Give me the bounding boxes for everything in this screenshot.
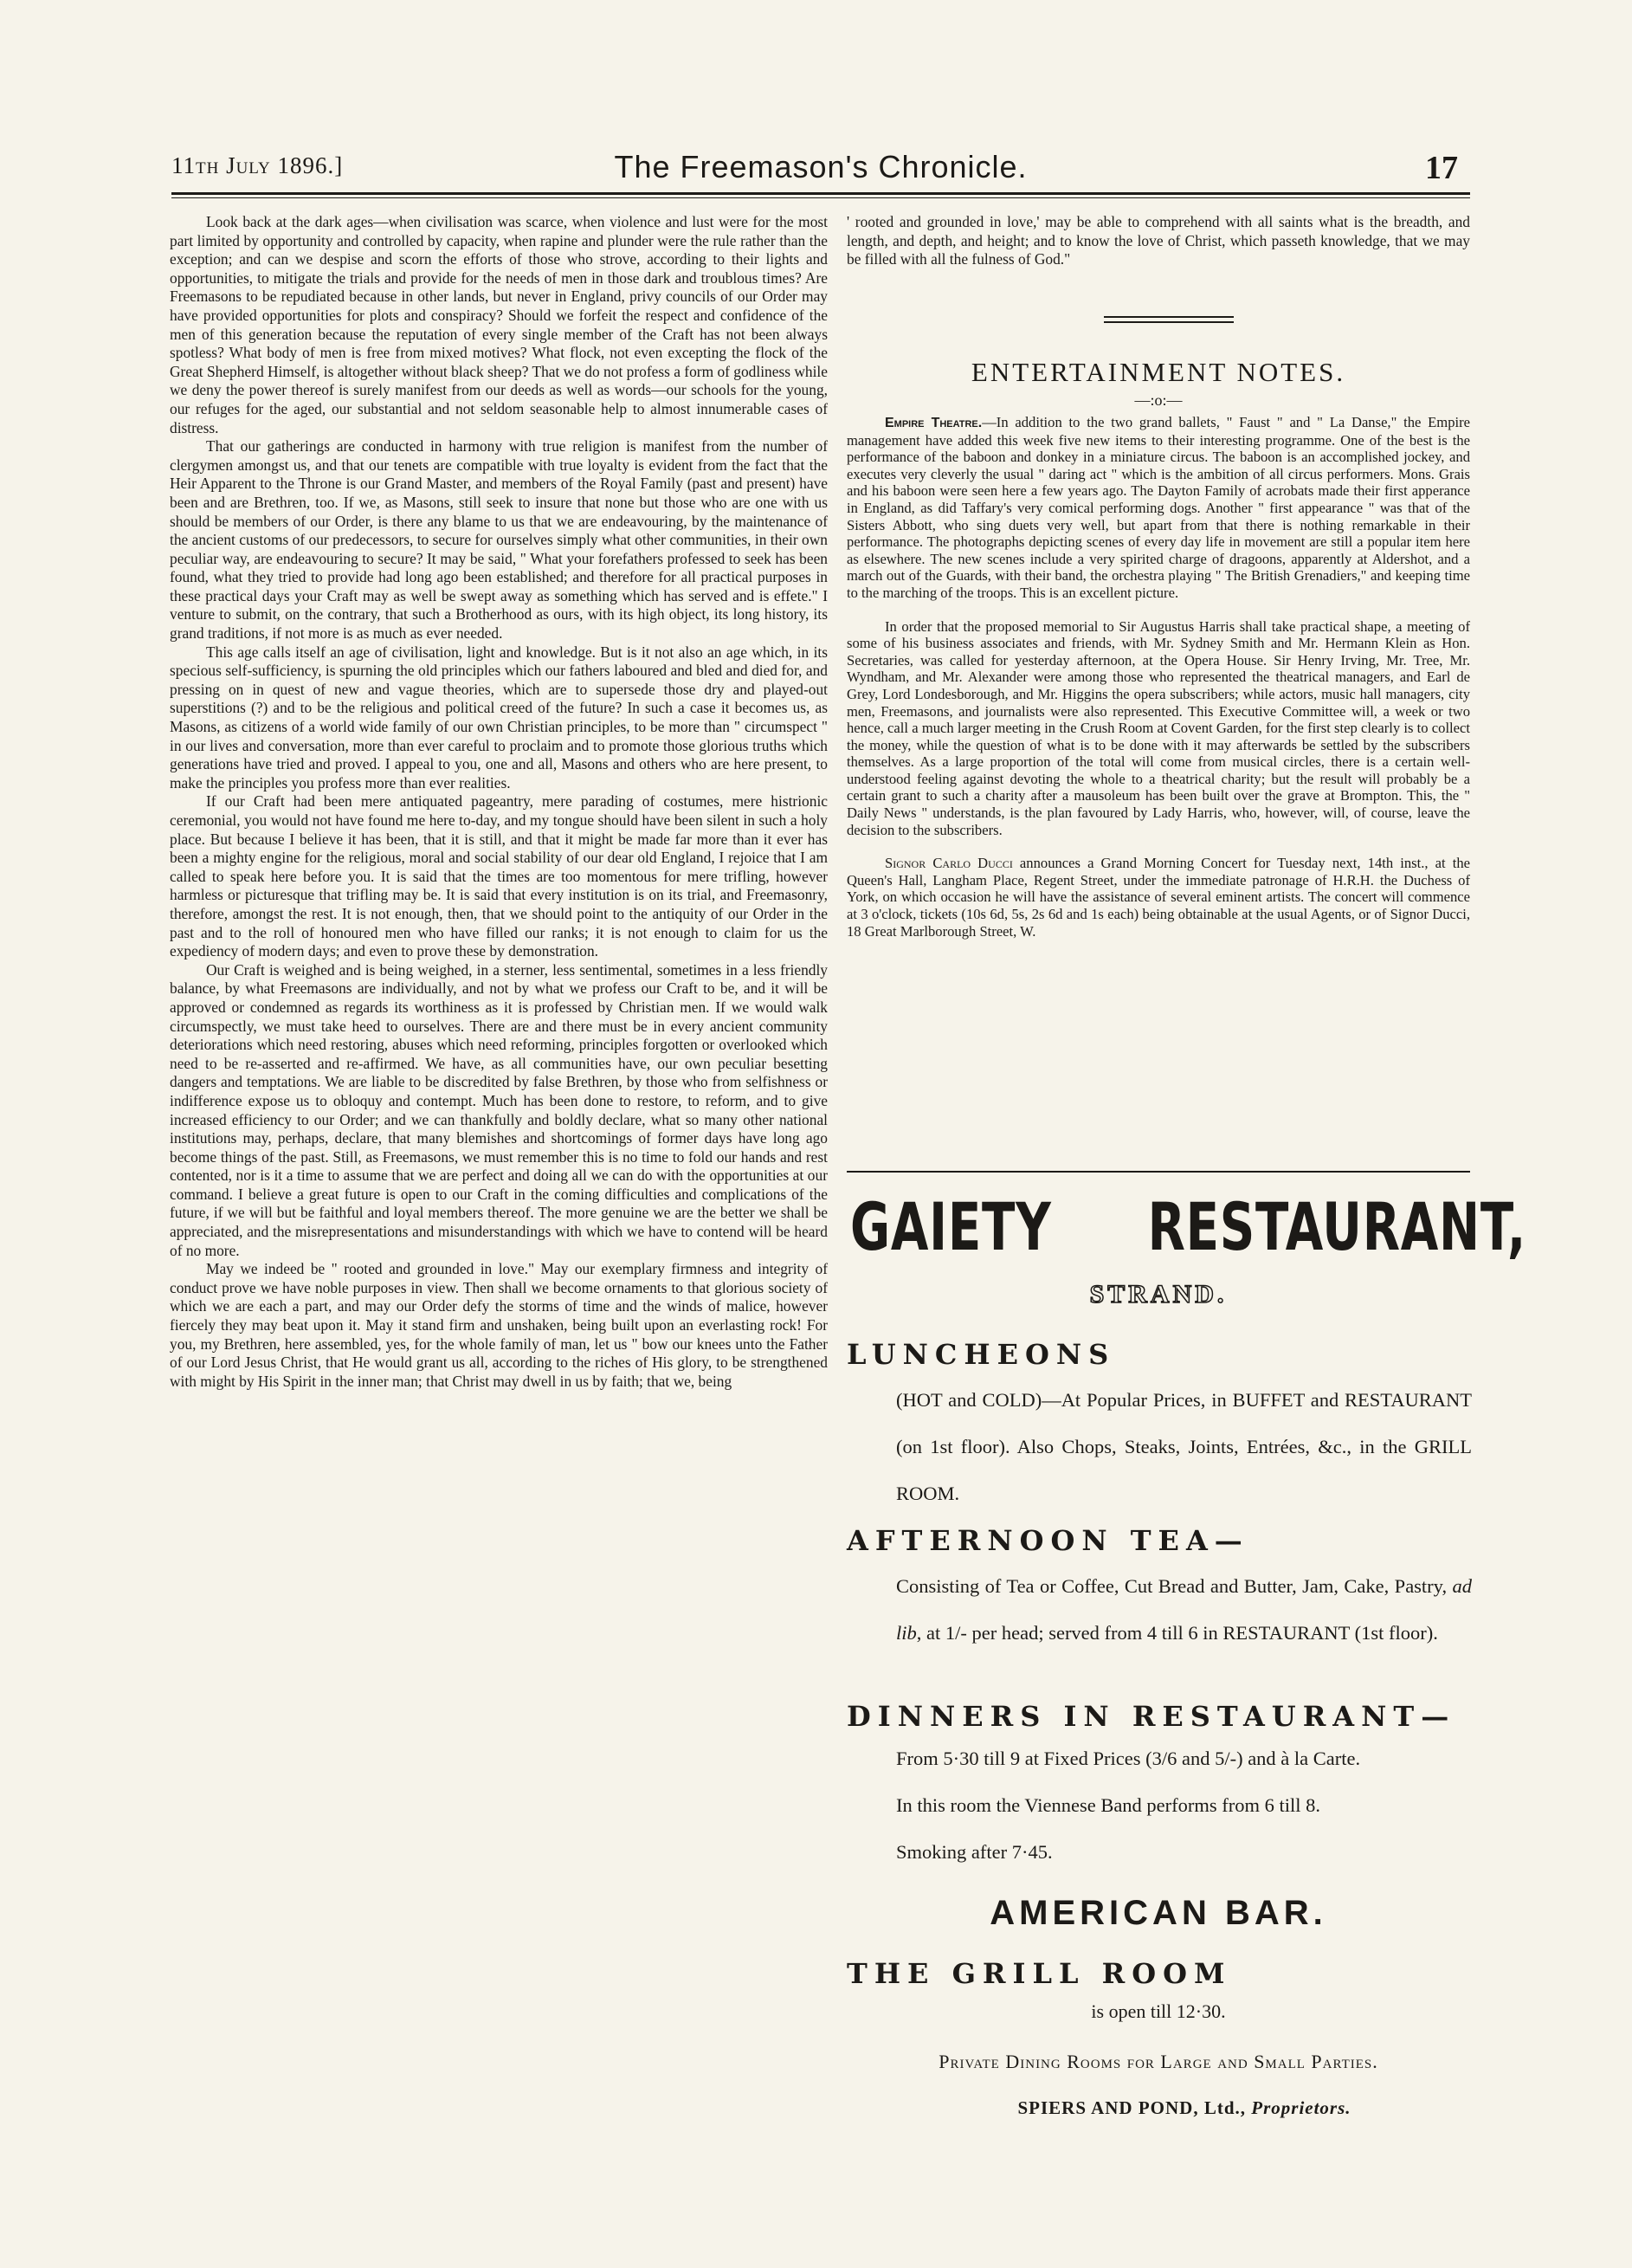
- entertainment-paragraph: In order that the proposed memorial to Sir Augustus Harris shall take practical shape, a meeting of some of his business associates and friends, with Mr. Sydney Smith and Mr. Hermann Klein as Hon. Secretaries, was called for yesterday afternoon, at the Opera House. Sir Henry Irving, Mr. Tree, Mr. Wyndham, and Mr. Alexander were among those who represented the theatrical managers, and Earl de Grey, Lord Londesborough, and Mr. Higgins the opera subscribers; while actors, music hall managers, city men, Freemasons, and journalists were also represented. This Executive Committee will, a week or two hence, call a much larger meeting in the Crush Room at Covent Garden, for the first step clearly is to collect the money, while the question of what is to be done with it may afterwards be settled by the subscribers themselves. As a large proportion of the total will come from musical circles, there is a certain well-understood feeling against devoting the whole to a theatrical charity; but the result will probably be a certain grant to such a charity after a mausoleum has been built over the grave at Brompton. This, the " Daily News " understands, is the plan favoured by Lady Harris, who, however, will, of course, leave the decision to the subscribers.: [847, 617, 1470, 838]
- page-number: 17: [1425, 150, 1458, 186]
- article-paragraph: This age calls itself an age of civilisation, light and knowledge. But is it not also an age which, in its specious self-sufficiency, is spurning the old principles which our fathers laboured and bled and died for, and pressing on in quest of new and vague theories, which are to supersede those dry and played-out superstitions (?) and to be the religious and political creed of the future? In such a case it becomes us, as Masons, as citizens of a world wide family of our own Christian principles, to be more than " circumspect " in our lives and conversation, more than ever careful to proclaim and to promote those glorious truths which generations have tried and proved. I appeal to you, one and all, Masons and others who are here present, to make the principles you profess more than ever realities.: [170, 643, 828, 792]
- article-paragraph: That our gatherings are conducted in harmony with true religion is manifest from the number of clergymen amongst us, and that our tenets are compatible with true loyalty is evident from the fact that the Heir Apparent to the Throne is our Grand Master, and members of the Royal Family (past and present) have been and are Brethren, too. If we, as Masons, still seek to insure that none but those who are one with us should be members of our Order, is there any blame to us that we are endeavouring, by the maintenance of the ancient customs of our predecessors, to secure for ourselves simply what other communities, in their own peculiar way, are endeavouring to secure? It may be said, " What your forefathers professed to seek has been found, what they tried to provide had long ago been established; and therefore for all practical purposes in these practical days your Craft may as well be swept away as something which has served and is effete." I venture to submit, on the contrary, that such a Brotherhood as ours, with its high object, its long history, its grand traditions, if not more is as much as ever needed.: [170, 437, 828, 643]
- article-continuation: [847, 213, 1470, 269]
- article-paragraph: Look back at the dark ages—when civilisation was scarce, when violence and lust were for the most part limited by opportunity and controlled by capacity, when rapine and plunder were the rule rather than the exception; and can we despise and scorn the efforts of those who strove, according to their lights and opportunities, to mitigate the trials and provide for the needs of men in those dark and troublous times? Are Freemasons to be repudiated because in other lands, but never in England, privy councils of our Order may have provided opportunities for plots and conspiracy? Should we forfeit the respect and confidence of the men of this generation because the reputation of every single member of the Craft has not been always spotless? What body of men is free from mixed motives? What flock, not even excepting the flock of the Great Shepherd Himself, is altogether without black sheep? That we do not profess a form of godliness while we deny the power thereof is surely manifest from our deeds as well as words—our schools for the young, our refuges for the aged, our substantial and not seldom seasonable help to almost innumerable cases of distress.: [170, 213, 828, 436]
- afternoon-tea-text: Consisting of Tea or Coffee, Cut Bread and Butter, Jam, Cake, Pastry, ad lib, at 1/- per head; served from 4 till 6 in RESTAURANT (1st floor).: [896, 1575, 1472, 1644]
- section-rule: [1104, 316, 1234, 318]
- ornament-separator: —:o:—: [1134, 391, 1183, 409]
- entertainment-notes: [847, 414, 1470, 956]
- page-header: [171, 149, 1470, 191]
- article-paragraph: If our Craft had been mere antiquated pageantry, mere parading of costumes, mere histrionic ceremonial, you would not have found me here to-day, and my tongue should have been silent in such a holy place. But because I believe it has been, that it is still, and that it might be made far more than it ever has been a mighty engine for the religious, moral and social stability of our dear old England, I rejoice that I am called to speak here before you. It is said that the times are too momentous for mere trifling, however harmless or picturesque that trifling may be. It is said that every institution is on its trial, and Freemasonry, therefore, amongst the rest. It is not enough, then, that we should point to the antiquity of our Order in the past and to the roll of honoured men who have filled our ranks; it is not enough to claim for us the expediency of modern days; and even to prove these by demonstration.: [170, 792, 828, 960]
- grill-room-hours: is open till 12·30.: [1091, 2000, 1226, 2022]
- article-paragraph: Our Craft is weighed and is being weighed, in a sterner, less sentimental, sometimes in a less friendly balance, by what Freemasons are individually, and not by what we profess our Craft to be, and it will be approved or condemned as regards its worthiness as it is professed by Christian men. If we would walk circumspectly, we must take heed to ourselves. There are and there must be in every ancient community deteriorations which need restoring, abuses which need reforming, principles forgotten or overlooked which need to be re-asserted and re-affirmed. We have, as all communities have, our own peculiar besetting dangers and temptations. We are liable to be discredited by false Brethren, by those who from selfishness or indifference expose us to obloquy and contempt. Much has been done to restore, to reform, and to give increased efficiency to our Order; and we can thankfully and boldly declare, what so many other national institutions may, perhaps, declare, that many blemishes and shortcomings of former days have long ago become things of the past. Still, as Freemasons, we must remember this is no time to fold our hands and rest contented, nor is it a time to assume that we are perfect and doing all we can do with the opportunities at our command. I believe a great future is open to our Craft in the coming difficulties and complications of the future, if we will but be faithful and loyal members thereof. The more genuine we are the better we shall be appreciated, and the misrepresentations and misunderstandings with which we have to contend will be heard of no more.: [170, 960, 828, 1259]
- continuation-paragraph: ' rooted and grounded in love,' may be able to comprehend with all saints what is the breadth, and length, and depth, and height; and to know the love of Christ, which passeth knowledge, that we may be filled with all the fulness of God.": [847, 213, 1470, 268]
- dinners-heading: DINNERS IN RESTAURANT—: [847, 1700, 1456, 1733]
- issue-date: 11th July 1896.]: [171, 152, 344, 178]
- publication-title: The Freemason's Chronicle.: [614, 149, 1028, 184]
- left-column-article: [170, 213, 828, 1391]
- dinners-text: From 5·30 till 9 at Fixed Prices (3/6 and 5/-) and à la Carte. In this room the Viennese Band performs from 6 till 8. Smoking after 7·45.: [896, 1748, 1361, 1863]
- entertainment-paragraph: Empire Theatre.—In addition to the two grand ballets, " Faust " and " La Danse," the Empire management have added this week five new items to their interesting programme. One of the best is the performance of the baboon and donkey in a miniature circus. The baboon is an accomplished jockey, and executes very cleverly the usual " daring act " which is the ambition of all circus performers. Mons. Grais and his baboon were seen here a few years ago. The Dayton Family of acrobats made their first apperance in England, as did Taffary's very comical performing dogs. Another " first appearance " was that of the Sisters Abbott, who sing duets very well, but apart from that there is nothing remarkable in their performance. The photographs depicting scenes of every day life in movement are still a popular item here as elsewhere. The new scenes include a very spirited charge of dragoons, apparently at Aldershot, and a march out of the Guards, with their band, the orchestra playing " The British Grenadiers," and keeping time to the marching of the troops. This is an excellent picture.: [847, 414, 1470, 601]
- ducci-lead: Signor Carlo Ducci: [885, 855, 1013, 872]
- header-rule-thin: [171, 197, 1470, 198]
- luncheons-text: (HOT and COLD)—At Popular Prices, in BUFFET and RESTAURANT (on 1st floor). Also Chops, Steaks, Joints, Entrées, &c., in the GRILL ROOM.: [896, 1389, 1472, 1504]
- advert-location: STRAND.: [1089, 1280, 1228, 1308]
- advert-rule: [847, 1171, 1470, 1173]
- proprietors-line: SPIERS AND POND, Ltd., Proprietors.: [1017, 2097, 1351, 2118]
- section-rule: [1104, 321, 1234, 323]
- entertainment-paragraph: Signor Carlo Ducci announces a Grand Morning Concert for Tuesday next, 14th inst., at the Queen's Hall, Langham Place, Regent Street, under the immediate patronage of H.R.H. the Duchess of York, on which occasion he will have the assistance of several eminent artists. The concert will commence at 3 o'clock, tickets (10s 6d, 5s, 2s 6d and 1s each) being obtainable at the usual Agents, or of Signor Ducci, 18 Great Marlborough Street, W.: [847, 855, 1470, 940]
- empire-theatre-lead: Empire Theatre.: [885, 416, 983, 430]
- article-paragraph: May we indeed be " rooted and grounded in love." May our exemplary firmness and integrity of conduct prove we have noble purposes in view. Then shall we become ornaments to that glorious society of which we are each a part, and may our Order defy the storms of time and the winds of malice, however fiercely they may beat upon it. May it stand firm and unshaken, being built upon an everlasting rock! For you, my Brethren, here assembled, yes, for the whole family of man, let us " bow our knees unto the Father of our Lord Jesus Christ, that He would grant us all, according to the riches of His glory, to be strengthened with might by His Spirit in the inner man; that Christ may dwell in us by faith; that we, being: [170, 1260, 828, 1390]
- afternoon-tea-heading: AFTERNOON TEA—: [847, 1524, 1249, 1557]
- american-bar-heading: AMERICAN BAR.: [990, 1894, 1327, 1932]
- private-dining-note: Private Dining Rooms for Large and Small Parties.: [939, 2051, 1378, 2072]
- luncheons-heading: LUNCHEONS: [847, 1338, 1116, 1371]
- advert-title: GAIETY RESTAURANT,: [850, 1188, 1527, 1265]
- entertainment-notes-title: ENTERTAINMENT NOTES.: [971, 357, 1346, 387]
- grill-room-heading: THE GRILL ROOM: [847, 1957, 1232, 1990]
- header-rule-thick: [171, 192, 1470, 195]
